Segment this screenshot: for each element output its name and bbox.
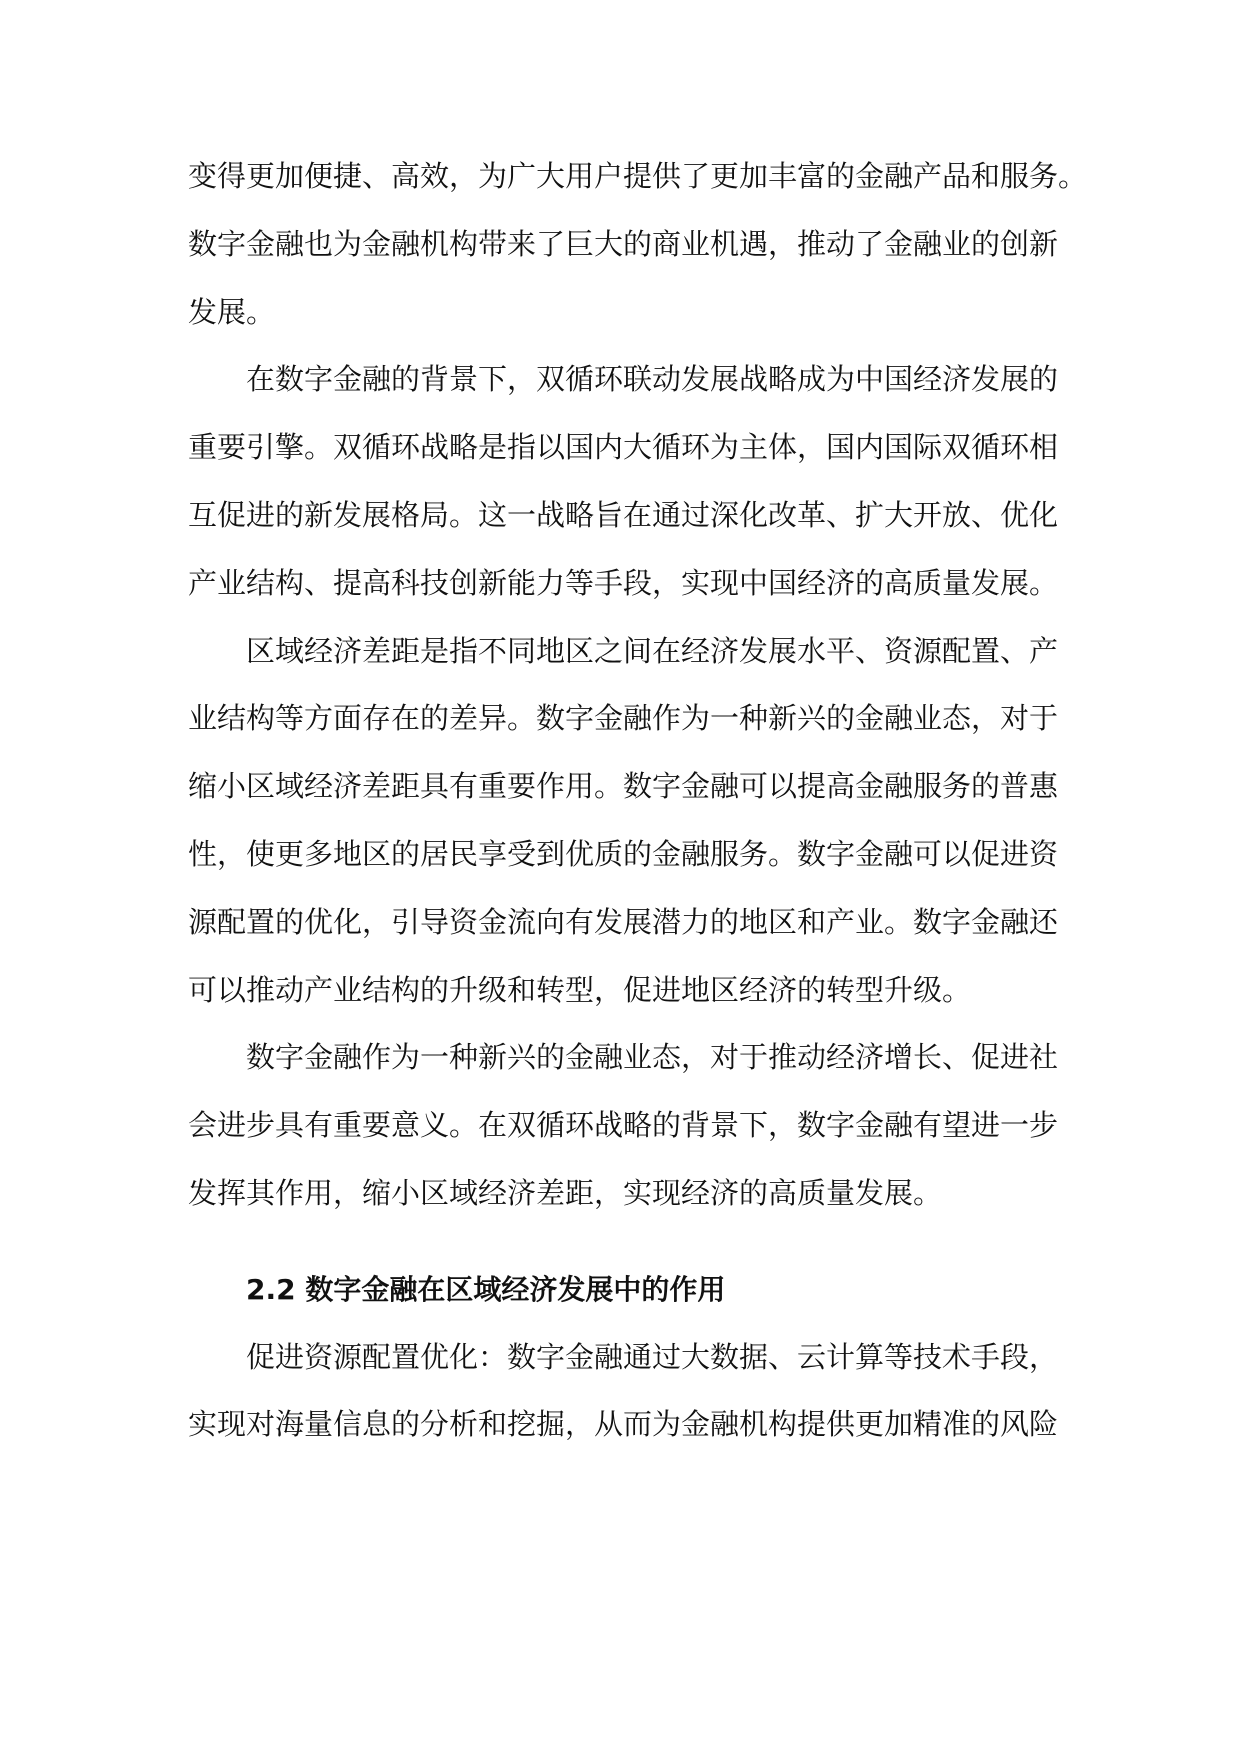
section-heading: 2.2 数字金融在区域经济发展中的作用 bbox=[246, 1272, 726, 1306]
paragraph-line: 数字金融作为一种新兴的金融业态，对于推动经济增长、促进社 bbox=[246, 1040, 1059, 1075]
paragraph-1 bbox=[188, 143, 1088, 346]
paragraph-4 bbox=[188, 1024, 1059, 1227]
paragraph-2 bbox=[188, 346, 1059, 617]
paragraph-line: 重要引擎。双循环战略是指以国内大循环为主体，国内国际双循环相 bbox=[188, 430, 1059, 465]
paragraph-line: 性，使更多地区的居民享受到优质的金融服务。数字金融可以促进资 bbox=[188, 836, 1059, 871]
paragraph-3 bbox=[188, 618, 1059, 1025]
paragraph-line: 缩小区域经济差距具有重要作用。数字金融可以提高金融服务的普惠 bbox=[188, 769, 1059, 804]
paragraph-line: 发展。 bbox=[188, 294, 276, 329]
paragraph-line: 促进资源配置优化：数字金融通过大数据、云计算等技术手段， bbox=[246, 1339, 1059, 1374]
paragraph-line: 在数字金融的背景下，双循环联动发展战略成为中国经济发展的 bbox=[246, 362, 1059, 397]
paragraph-line: 互促进的新发展格局。这一战略旨在通过深化改革、扩大开放、优化 bbox=[188, 497, 1059, 532]
paragraph-line: 数字金融也为金融机构带来了巨大的商业机遇，推动了金融业的创新 bbox=[188, 226, 1059, 261]
paragraph-line: 发挥其作用，缩小区域经济差距，实现经济的高质量发展。 bbox=[188, 1175, 943, 1210]
paragraph-line: 源配置的优化，引导资金流向有发展潜力的地区和产业。数字金融还 bbox=[188, 904, 1059, 939]
paragraph-5 bbox=[188, 1324, 1059, 1460]
body-text bbox=[188, 143, 1088, 1459]
paragraph-line: 可以推动产业结构的升级和转型，促进地区经济的转型升级。 bbox=[188, 972, 972, 1007]
paragraph-line: 会进步具有重要意义。在双循环战略的背景下，数字金融有望进一步 bbox=[188, 1108, 1059, 1143]
paragraph-line: 实现对海量信息的分析和挖掘，从而为金融机构提供更加精准的风险 bbox=[188, 1407, 1059, 1442]
paragraph-line: 区域经济差距是指不同地区之间在经济发展水平、资源配置、产 bbox=[246, 633, 1059, 668]
paragraph-line: 变得更加便捷、高效，为广大用户提供了更加丰富的金融产品和服务。 bbox=[188, 159, 1088, 193]
paragraph-line: 产业结构、提高科技创新能力等手段，实现中国经济的高质量发展。 bbox=[188, 565, 1059, 600]
paragraph-line: 业结构等方面存在的差异。数字金融作为一种新兴的金融业态，对于 bbox=[188, 701, 1059, 736]
